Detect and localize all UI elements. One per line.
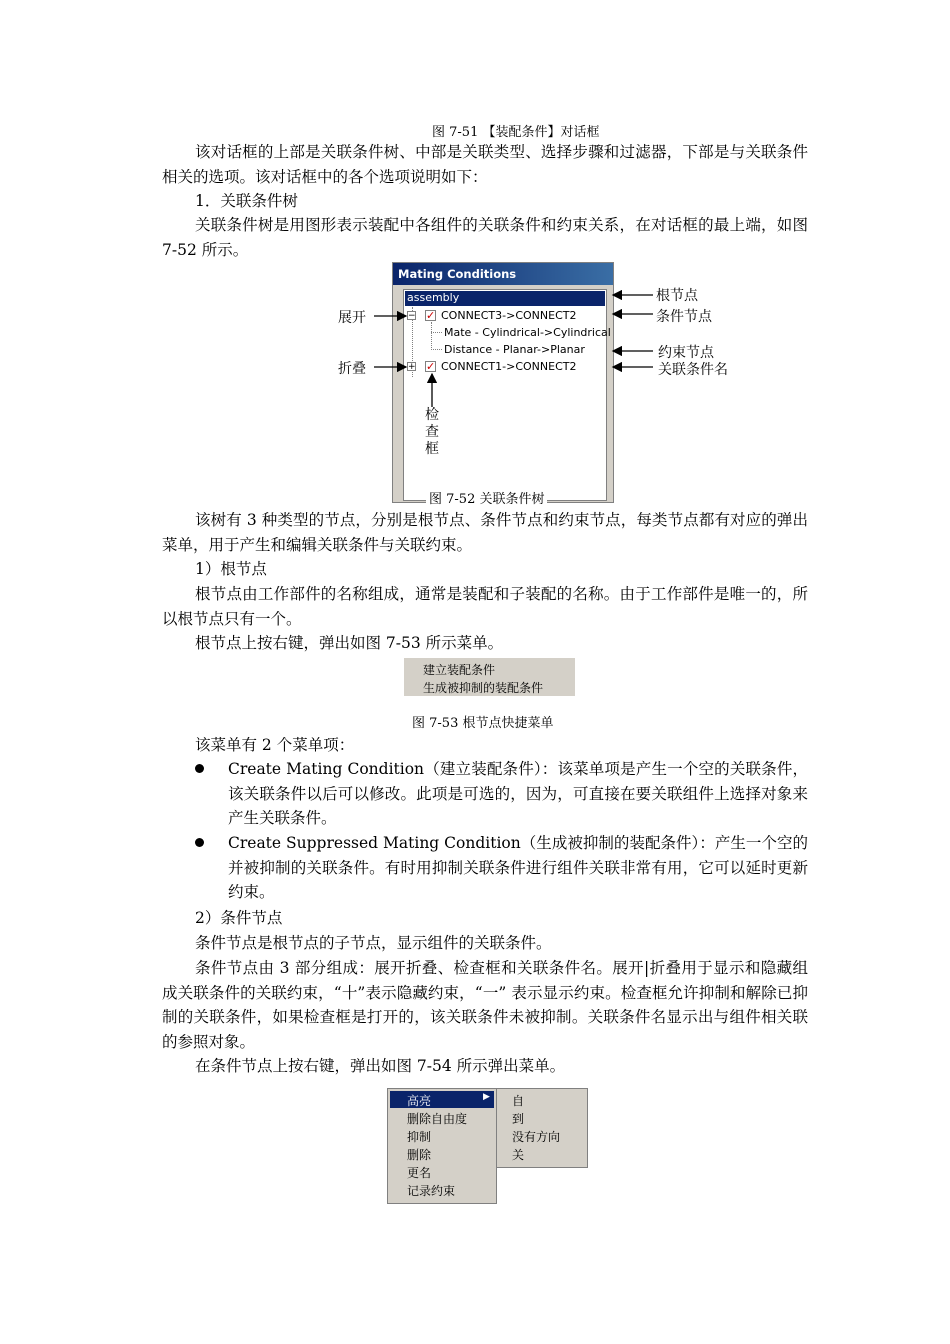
paragraph-menu-count: 该菜单有 2 个菜单项：	[195, 736, 355, 754]
label-collapse: 折叠	[338, 361, 366, 377]
tree-root-node[interactable]: assembly	[405, 291, 605, 306]
heading-mating-tree: 1．关联条件树	[195, 192, 298, 210]
menu-item-create-condition[interactable]: 建立装配条件	[423, 663, 496, 677]
heading-root-node: 1）根节点	[195, 560, 267, 578]
condition-node-menu	[387, 1088, 497, 1204]
heading-condition-node: 2）条件节点	[195, 909, 283, 927]
bullet-icon	[195, 838, 204, 847]
tree-condition-node[interactable]: CONNECT1->CONNECT2	[441, 360, 577, 373]
paragraph-root-menu: 根节点上按右键，弹出如图 7-53 所示菜单。	[195, 634, 504, 652]
highlight-submenu	[492, 1088, 588, 1168]
menu-item-record-constraint[interactable]: 记录约束	[407, 1184, 456, 1198]
label-root-node: 根节点	[656, 288, 698, 304]
submenu-item[interactable]: 自	[512, 1094, 525, 1108]
checkbox-icon[interactable]: ✓	[426, 360, 436, 373]
paragraph-node-types: 该树有 3 种类型的节点，分别是根节点、条件节点和约束节点，每类节点都有对应的弹出菜单，用于产生和编辑关联条件与关联约束。	[162, 511, 808, 554]
label-condition-node: 条件节点	[656, 309, 712, 325]
label-constraint-node: 约束节点	[658, 345, 714, 361]
tree-constraint-node[interactable]: Mate - Cylindrical->Cylindrical	[444, 326, 611, 339]
menu-item-delete-dof[interactable]: 删除自由度	[407, 1112, 468, 1126]
submenu-item[interactable]: 到	[512, 1112, 525, 1126]
figure-caption-7-52: 图 7-52 关联条件树	[426, 488, 547, 507]
figure-caption-7-51: 图 7-51 【装配条件】对话框	[432, 125, 600, 140]
tree-condition-node[interactable]: CONNECT3->CONNECT2	[441, 309, 577, 322]
menu-item-suppress[interactable]: 抑制	[407, 1130, 432, 1144]
bullet-create-suppressed: Create Suppressed Mating Condition（生成被抑制的装配条件）：产生一个空的并被抑制的关联条件。有时用抑制关联条件进行组件关联非常有用，它可以延时更新约束。	[228, 834, 808, 901]
paragraph-condition-menu: 在条件节点上按右键，弹出如图 7-54 所示弹出菜单。	[195, 1057, 566, 1075]
submenu-item[interactable]: 关	[512, 1148, 525, 1162]
submenu-arrow-icon: ▶	[483, 1092, 490, 1102]
expand-toggle-icon[interactable]: −	[408, 311, 416, 321]
bullet-icon	[195, 764, 204, 773]
dialog-title: Mating Conditions	[393, 263, 613, 285]
paragraph-root-node: 根节点由工作部件的名称组成，通常是装配和子装配的名称。由于工作部件是唯一的，所以根节点只有一个。	[162, 585, 808, 628]
label-expand: 展开	[338, 310, 366, 326]
paragraph-dialog-intro: 该对话框的上部是关联条件树、中部是关联类型、选择步骤和过滤器，下部是与关联条件相关的选项。该对话框中的各个选项说明如下：	[162, 143, 808, 186]
menu-highlight	[390, 1091, 494, 1108]
label-condition-name: 关联条件名	[658, 362, 728, 378]
menu-item-delete[interactable]: 删除	[407, 1148, 432, 1162]
bullet-create-condition: Create Mating Condition（建立装配条件）：该菜单项是产生一个空的关联条件，该关联条件以后可以修改。此项是可选的，因为，可直接在要关联组件上选择对象来产生关联条件。	[228, 760, 808, 827]
root-node-menu	[404, 658, 575, 696]
paragraph-condition-node-parts: 条件节点由 3 部分组成：展开折叠、检查框和关联条件名。展开|折叠用于显示和隐藏组成关联条件的关联约束，“十”表示隐藏约束，“一” 表示显示约束。检查框允许抑制和解除已抑制的关联条件，如果检查框是打开的，该关联条件未被抑制。关联条件名显示出与组件相关联的参照对象。	[162, 959, 808, 1051]
checkbox-icon[interactable]: ✓	[426, 309, 436, 322]
menu-item-rename[interactable]: 更名	[407, 1166, 432, 1180]
paragraph-condition-node-desc: 条件节点是根节点的子节点，显示组件的关联条件。	[195, 934, 552, 952]
figure-caption-7-53: 图 7-53 根节点快捷菜单	[412, 716, 554, 731]
submenu-item[interactable]: 没有方向	[512, 1130, 561, 1144]
paragraph-tree-intro: 关联条件树是用图形表示装配中各组件的关联条件和约束关系，在对话框的最上端，如图 7-52 所示。	[162, 216, 808, 259]
menu-item-highlight[interactable]: 高亮	[407, 1094, 432, 1108]
label-checkbox: 检 查 框	[425, 407, 439, 457]
tree-constraint-node[interactable]: Distance - Planar->Planar	[444, 343, 585, 356]
collapse-toggle-icon[interactable]: +	[408, 362, 416, 372]
menu-item-create-suppressed[interactable]: 生成被抑制的装配条件	[423, 681, 544, 695]
